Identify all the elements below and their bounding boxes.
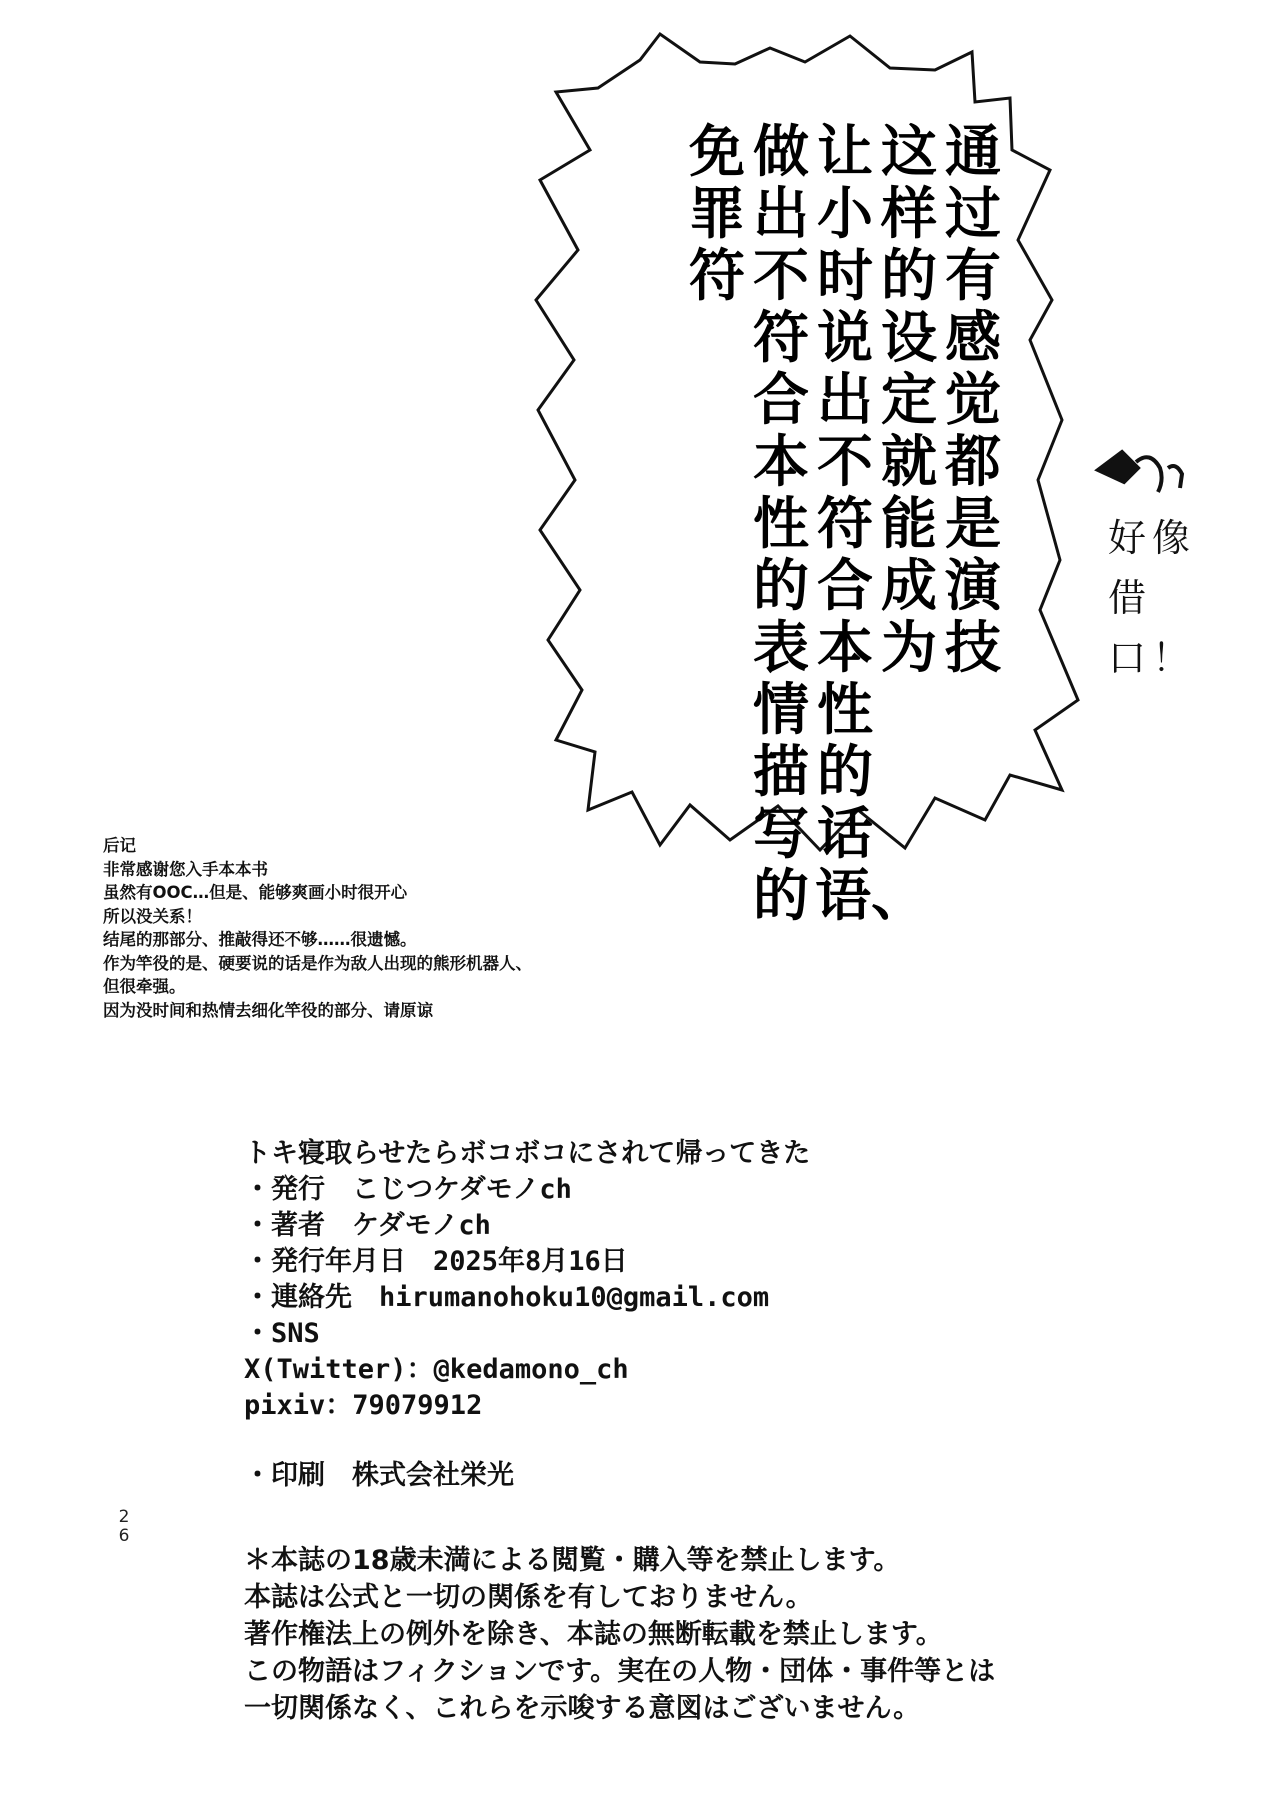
afterword-line: 作为竿役的是、硬要说的话是作为敌人出现的熊形机器人、 <box>103 953 532 973</box>
afterword-line: 所以没关系！ <box>103 906 202 926</box>
twitter-line: X(Twitter)：@kedamono_ch <box>244 1354 629 1385</box>
page-number: 26 <box>118 1507 130 1546</box>
afterword-line: 因为没时间和热情去细化竿役的部分、请原谅 <box>103 1000 433 1020</box>
afterword-line: 但很牵强。 <box>103 977 186 996</box>
afterword <box>103 834 723 1022</box>
spacer <box>244 1424 1144 1458</box>
bubble-column-1: 通过有感觉都是演技 <box>945 120 1001 681</box>
aside-note <box>1108 508 1228 688</box>
book-title: トキ寝取らせたらボコボコにされて帰ってきた <box>244 1138 811 1169</box>
afterword-title: 后记 <box>103 836 136 855</box>
notice-line: ＊本誌の18歳未満による閲覧・購入等を禁止します。 <box>244 1545 901 1576</box>
contact-line: ・連絡先 hirumanohoku10@gmail.com <box>244 1282 770 1313</box>
author-line: ・著者 ケダモノch <box>244 1210 491 1241</box>
bubble-column-2: 这样的设定就能成为 <box>881 120 937 681</box>
aside-note-line-2: 借口！ <box>1108 576 1197 680</box>
bubble-column-3: 让小时说出不符合本性的话语、 <box>815 120 927 929</box>
doodle-icon <box>1098 452 1182 492</box>
afterword-line: 虽然有OOC…但是、能够爽画小时很开心 <box>103 883 408 902</box>
afterword-line: 结尾的那部分、推敲得还不够……很遗憾。 <box>103 930 417 949</box>
publisher-line: ・発行 こじつケダモノch <box>244 1174 572 1205</box>
afterword-line: 非常感谢您入手本本书 <box>103 859 268 879</box>
sns-heading: ・SNS <box>244 1318 320 1349</box>
notice-line: 一切関係なく、これらを示唆する意図はございません。 <box>244 1693 921 1724</box>
bubble-column-5: 免罪符 <box>689 120 745 309</box>
notice-line: 著作権法上の例外を除き、本誌の無断転載を禁止します。 <box>244 1619 943 1650</box>
notice-line: 本誌は公式と一切の関係を有しておりません。 <box>244 1582 813 1613</box>
aside-note-line-1: 好像 <box>1108 516 1197 560</box>
notice-line: この物語はフィクションです。実在の人物・団体・事件等とは <box>244 1656 996 1687</box>
publish-date-line: ・発行年月日 2025年8月16日 <box>244 1246 628 1277</box>
bubble-column-4: 做出不符合本性的表情描写的 <box>753 120 809 929</box>
printer-line: ・印刷 株式会社栄光 <box>244 1460 514 1491</box>
colophon <box>244 1136 1144 1494</box>
legal-notices <box>244 1542 1144 1727</box>
pixiv-line: pixiv：79079912 <box>244 1390 483 1421</box>
